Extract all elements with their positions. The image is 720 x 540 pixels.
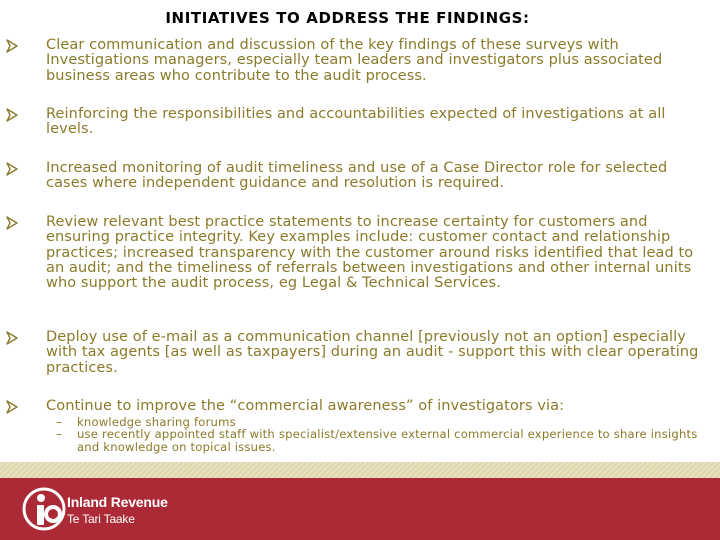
arrow-bullet-icon: [5, 400, 19, 414]
arrow-bullet-icon: [5, 331, 19, 345]
arrow-bullet-icon: [5, 162, 19, 176]
slide-title: INITIATIVES TO ADDRESS THE FINDINGS:: [165, 9, 530, 27]
bullet-text: Deploy use of e-mail as a communication channel [previously not an option] especially with tax agents [as well as taxpayers] during an audit - support this with clear operating practices.: [46, 329, 699, 376]
arrow-bullet-icon: [5, 216, 19, 230]
dash-marker: –: [56, 427, 62, 441]
bullet-text: Reinforcing the responsibilities and accountabilities expected of investigations at all levels.: [46, 106, 666, 138]
arrow-bullet-icon: [5, 108, 19, 122]
brand-name: Inland Revenue: [67, 494, 168, 510]
bullet-text: Continue to improve the “commercial awareness” of investigators via:: [46, 398, 565, 414]
dash-marker: –: [56, 415, 62, 429]
inland-revenue-logo-icon: [22, 487, 66, 531]
arrow-bullet-icon: [5, 39, 19, 53]
decorative-band: [0, 462, 720, 478]
bullet-text: Clear communication and discussion of the key findings of these surveys with Investigations managers, especially team leaders and investigators plus associated business areas who contribute to the audit process.: [46, 37, 663, 84]
footer-bar: [0, 478, 720, 540]
sub-bullet-text: use recently appointed staff with specialist/extensive external commercial experience to share insights and knowledge on topical issues.: [77, 427, 698, 454]
brand-subtitle: Te Tari Taake: [67, 512, 135, 526]
sub-bullet-text: knowledge sharing forums: [77, 415, 236, 429]
bullet-text: Increased monitoring of audit timeliness and use of a Case Director role for selected cases where independent guidance and resolution is required.: [46, 160, 668, 192]
bullet-text: Review relevant best practice statements to increase certainty for customers and ensuring practice integrity. Key examples include: customer contact and relationship practices; increased transparency with the customer around risks identified that lead to an audit; and the timeliness of referrals between investigations and other internal units who support the audit process, eg Legal & Technical Services.: [46, 214, 694, 292]
